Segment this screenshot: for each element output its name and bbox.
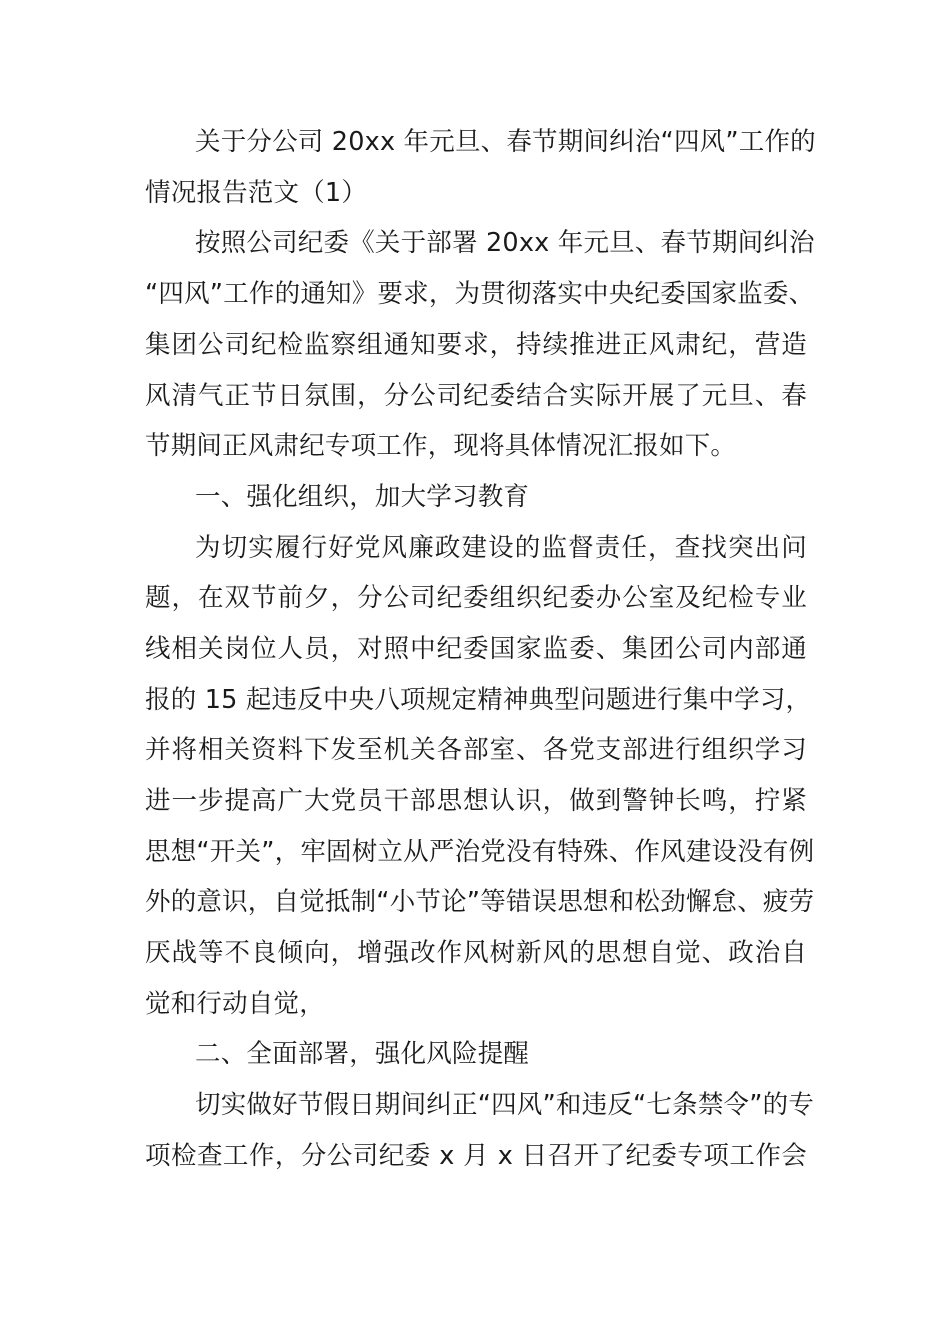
paragraph-line: 按照公司纪委《关于部署 20xx 年元旦、春节期间纠治 [195, 228, 815, 258]
paragraph-line: 报的 15 起违反中央八项规定精神典型问题进行集中学习， [145, 685, 812, 715]
paragraph-line: 外的意识，自觉抵制“小节论”等错误思想和松劲懈怠、疲劳 [145, 887, 815, 917]
paragraph-line: 集团公司纪检监察组通知要求，持续推进正风肃纪，营造 [145, 330, 807, 360]
paragraph-line: 思想“开关”，牢固树立从严治党没有特殊、作风建设没有例 [145, 837, 815, 867]
section-heading-2: 二、全面部署，强化风险提醒 [195, 1039, 530, 1069]
paragraph-line: 并将相关资料下发至机关各部室、各党支部进行组织学习 [145, 735, 807, 765]
paragraph-line: “四风”工作的通知》要求，为贯彻落实中央纪委国家监委、 [145, 279, 815, 309]
paragraph-line: 节期间正风肃纪专项工作，现将具体情况汇报如下。 [145, 431, 737, 461]
report-title-line-2: 情况报告范文（1） [145, 178, 368, 208]
paragraph-line: 厌战等不良倾向，增强改作风树新风的思想自觉、政治自 [145, 938, 807, 968]
report-title-line-1: 关于分公司 20xx 年元旦、春节期间纠治“四风”工作的 [195, 127, 816, 157]
paragraph-line: 风清气正节日氛围，分公司纪委结合实际开展了元旦、春 [145, 381, 807, 411]
paragraph-line: 题，在双节前夕，分公司纪委组织纪委办公室及纪检专业 [145, 583, 807, 613]
paragraph-line: 进一步提高广大党员干部思想认识，做到警钟长鸣，拧紧 [145, 786, 807, 816]
paragraph-line: 项检查工作，分公司纪委 x 月 x 日召开了纪委专项工作会 [145, 1141, 807, 1171]
paragraph-line: 为切实履行好党风廉政建设的监督责任，查找突出问 [195, 533, 807, 563]
section-heading-1: 一、强化组织，加大学习教育 [195, 482, 530, 512]
paragraph-line: 切实做好节假日期间纠正“四风”和违反“七条禁令”的专 [195, 1090, 815, 1120]
paragraph-line: 线相关岗位人员，对照中纪委国家监委、集团公司内部通 [145, 634, 807, 664]
paragraph-line: 觉和行动自觉， [145, 989, 325, 1019]
